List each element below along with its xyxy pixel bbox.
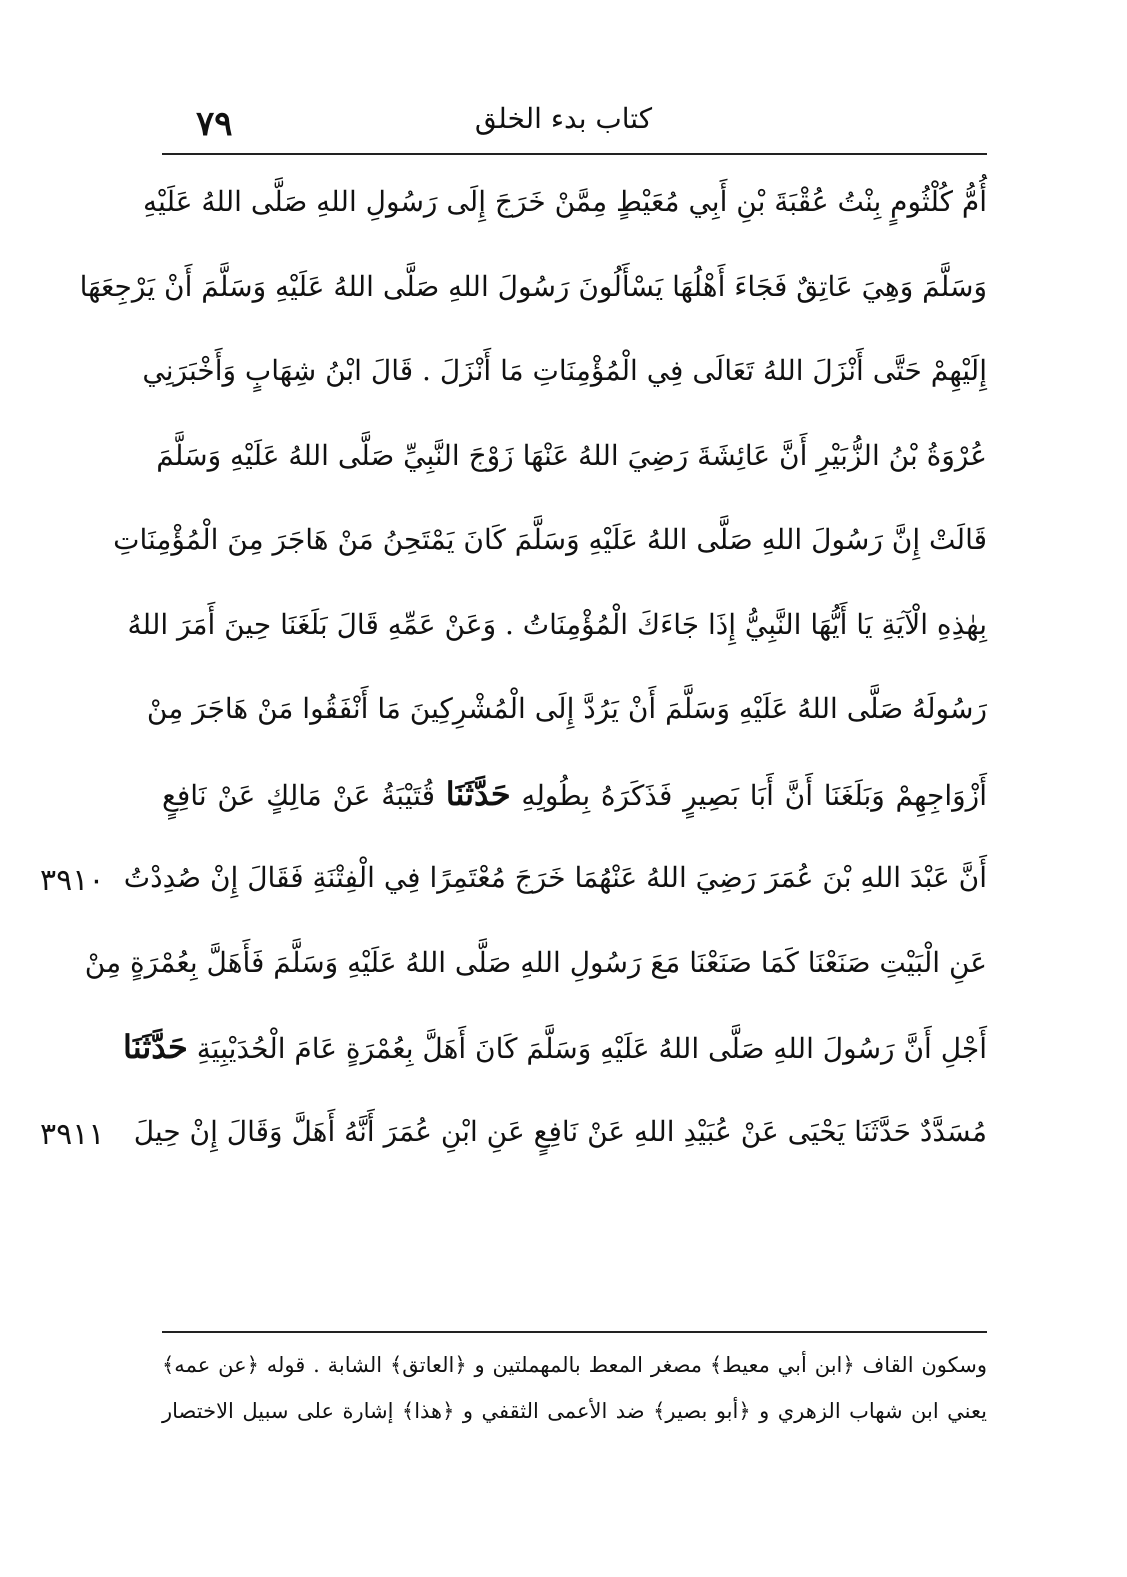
hadith-keyword: حَدَّثَنَا: [122, 1028, 188, 1066]
footnotes: [162, 1342, 987, 1434]
text-segment: أَزْوَاجِهِمْ وَبَلَغَنَا أَنَّ أَبَا بَصِيرٍ فَذَكَرَهُ بِطُولِهِ: [521, 778, 987, 812]
text-line: رَسُولَهُ صَلَّى اللهُ عَلَيْهِ وَسَلَّمَ أَنْ يَرُدَّ إِلَى الْمُشْرِكِينَ مَا أَنْفَقُوا مَنْ هَاجَرَ مِنْ: [146, 692, 987, 725]
text-line: عَنِ الْبَيْتِ صَنَعْنَا كَمَا صَنَعْنَا مَعَ رَسُولِ اللهِ صَلَّى اللهُ عَلَيْهِ وَسَلَّمَ فَأَهَلَّ بِعُمْرَةٍ مِنْ: [84, 945, 987, 979]
text-segment: قُتَيْبَةُ عَنْ مَالِكٍ عَنْ نَافِعٍ: [162, 778, 435, 812]
text-line: إِلَيْهِمْ حَتَّى أَنْزَلَ اللهُ تَعَالَى فِي الْمُؤْمِنَاتِ مَا أَنْزَلَ . قَالَ ابْنُ شِهَابٍ وَأَخْبَرَنِي: [142, 354, 987, 387]
footnote-line: وسكون القاف ﴿ابن أبي معيط﴾ مصغر المعط بالمهملتين و ﴿العاتق﴾ الشابة . قوله ﴿عن عمه﴾: [162, 1353, 987, 1377]
footnote-line: يعني ابن شهاب الزهري و ﴿أبو بصير﴾ ضد الأعمى الثقفي و ﴿هذا﴾ إشارة على سبيل الاختصار: [162, 1399, 987, 1423]
text-segment: أَجْلِ أَنَّ رَسُولَ اللهِ صَلَّى اللهُ عَلَيْهِ وَسَلَّمَ كَانَ أَهَلَّ بِعُمْرَةٍ عَامَ الْحُدَيْبِيَةِ: [196, 1032, 987, 1065]
text-line: أُمُّ كُلْثُومٍ بِنْتُ عُقْبَةَ بْنِ أَبِي مُعَيْطٍ مِمَّنْ خَرَجَ إِلَى رَسُولِ اللهِ صَلَّى اللهُ عَلَيْهِ: [143, 185, 987, 218]
text-line: أَنَّ عَبْدَ اللهِ بْنَ عُمَرَ رَضِيَ اللهُ عَنْهُمَا خَرَجَ مُعْتَمِرًا فِي الْفِتْنَةِ فَقَالَ إِنْ صُدِدْتُ: [123, 861, 987, 894]
main-text: [79, 160, 987, 1174]
hadith-keyword: حَدَّثَنَا: [445, 774, 511, 813]
running-title: كتاب بدء الخلق: [474, 102, 653, 135]
text-line: [122, 1005, 987, 1090]
hadith-number: ٣٩١١: [40, 1117, 105, 1152]
hadith-number: ٣٩١٠: [40, 863, 105, 898]
header-rule: [162, 153, 987, 155]
text-line: [162, 752, 987, 837]
text-line: مُسَدَّدٌ حَدَّثَنَا يَحْيَى عَنْ عُبَيْدِ اللهِ عَنْ نَافِعٍ عَنِ ابْنِ عُمَرَ أَنَّهُ أَهَلَّ وَقَالَ إِنْ حِيلَ: [133, 1114, 987, 1148]
text-line: بِهٰذِهِ الْآيَةِ يَا أَيُّهَا النَّبِيُّ إِذَا جَاءَكَ الْمُؤْمِنَاتُ . وَعَنْ عَمِّهِ قَالَ بَلَغَنَا حِينَ أَمَرَ اللهُ: [127, 607, 987, 641]
text-line: قَالَتْ إِنَّ رَسُولَ اللهِ صَلَّى اللهُ عَلَيْهِ وَسَلَّمَ كَانَ يَمْتَحِنُ مَنْ هَاجَرَ مِنَ الْمُؤْمِنَاتِ: [113, 523, 987, 556]
text-line: عُرْوَةُ بْنُ الزُّبَيْرِ أَنَّ عَائِشَةَ رَضِيَ اللهُ عَنْهَا زَوْجَ النَّبِيِّ صَلَّى اللهُ عَلَيْهِ وَسَلَّمَ: [156, 438, 987, 472]
page-number: ٧٩: [196, 104, 233, 144]
footnote-rule: [162, 1331, 987, 1333]
text-line: وَسَلَّمَ وَهِيَ عَاتِقٌ فَجَاءَ أَهْلُهَا يَسْأَلُونَ رَسُولَ اللهِ صَلَّى اللهُ عَلَيْهِ وَسَلَّمَ أَنْ يَرْجِعَهَا: [79, 269, 987, 303]
